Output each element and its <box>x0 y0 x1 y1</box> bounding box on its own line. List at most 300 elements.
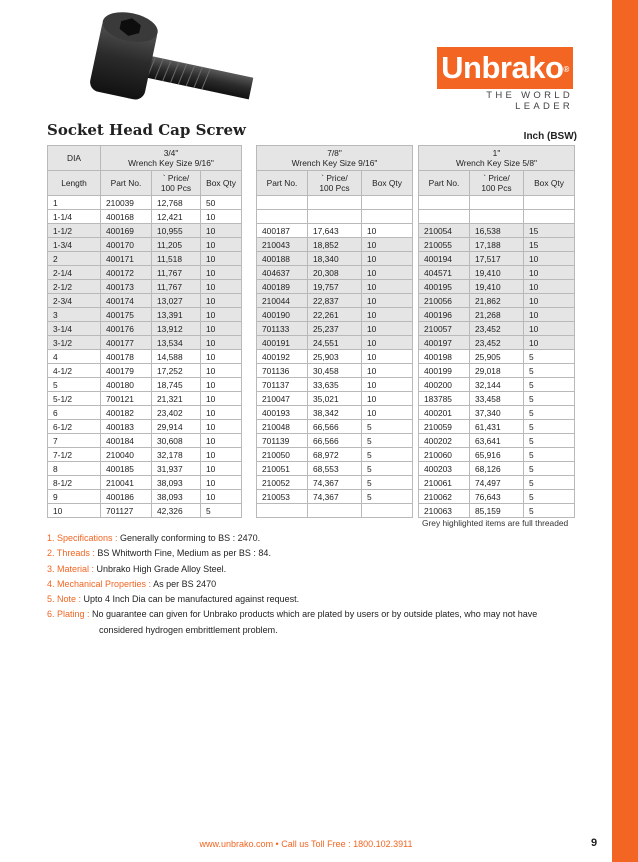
table-3-4-inch <box>47 145 242 518</box>
table-cell: 210051 <box>257 462 308 476</box>
box-qty-header: Box Qty <box>524 171 575 196</box>
table-cell: 10 <box>201 462 242 476</box>
table-cell: 50 <box>201 196 242 210</box>
table-cell: 701137 <box>257 378 308 392</box>
table-cell: 210053 <box>257 490 308 504</box>
table-cell <box>362 196 413 210</box>
table-cell: 6 <box>48 406 101 420</box>
table-cell: 13,534 <box>152 336 201 350</box>
table-row <box>48 448 242 462</box>
table-cell: 5 <box>362 462 413 476</box>
table-row <box>48 336 242 350</box>
table-row <box>48 308 242 322</box>
table-cell: 210044 <box>257 294 308 308</box>
table-cell: 2-1/2 <box>48 280 101 294</box>
table-cell: 1 <box>48 196 101 210</box>
table-cell: 15 <box>524 238 575 252</box>
table-cell: 10 <box>201 476 242 490</box>
table-cell: 400192 <box>257 350 308 364</box>
table-cell: 10 <box>362 252 413 266</box>
table-cell: 400203 <box>419 462 470 476</box>
table-cell: 400187 <box>257 224 308 238</box>
table-cell: 10 <box>201 434 242 448</box>
table-cell <box>308 504 362 518</box>
brand-tagline: THE WORLD LEADER <box>486 90 573 112</box>
table-cell: 400189 <box>257 280 308 294</box>
table-cell: 23,452 <box>470 322 524 336</box>
table-row <box>257 280 413 294</box>
table-row <box>48 266 242 280</box>
table-cell: 404637 <box>257 266 308 280</box>
table-row <box>257 210 413 224</box>
table-cell: 700121 <box>101 392 152 406</box>
table-cell: 10 <box>524 294 575 308</box>
table-cell: 5 <box>362 434 413 448</box>
table-cell: 29,914 <box>152 420 201 434</box>
table-cell: 38,093 <box>152 476 201 490</box>
table-cell: 10 <box>362 336 413 350</box>
table-cell: 400174 <box>101 294 152 308</box>
table-cell: 10 <box>201 350 242 364</box>
table-row <box>48 490 242 504</box>
table-cell: 33,635 <box>308 378 362 392</box>
table-cell: 11,518 <box>152 252 201 266</box>
table-row <box>419 308 575 322</box>
table-row <box>257 350 413 364</box>
table-cell: 15 <box>524 224 575 238</box>
table-cell: 1-1/2 <box>48 224 101 238</box>
table-row <box>419 504 575 518</box>
table-cell: 400175 <box>101 308 152 322</box>
table-cell: 10 <box>201 308 242 322</box>
box-qty-header: Box Qty <box>201 171 242 196</box>
table-cell: 5 <box>362 476 413 490</box>
table-cell <box>470 196 524 210</box>
table-row <box>257 266 413 280</box>
table-cell: 400184 <box>101 434 152 448</box>
table-cell: 10 <box>362 322 413 336</box>
page-number: 9 <box>591 837 598 849</box>
table-cell: 23,402 <box>152 406 201 420</box>
table-cell: 5-1/2 <box>48 392 101 406</box>
table-cell: 210040 <box>101 448 152 462</box>
price-header: ` Price/ 100 Pcs <box>308 171 362 196</box>
table-cell: 400195 <box>419 280 470 294</box>
part-no-header: Part No. <box>419 171 470 196</box>
table-row <box>48 406 242 420</box>
table-cell: 210059 <box>419 420 470 434</box>
table-cell: 400172 <box>101 266 152 280</box>
table-cell: 19,410 <box>470 280 524 294</box>
table-cell: 10 <box>201 322 242 336</box>
table-row <box>419 462 575 476</box>
table-cell: 210047 <box>257 392 308 406</box>
table-cell: 7-1/2 <box>48 448 101 462</box>
table-cell <box>257 196 308 210</box>
table-cell: 2 <box>48 252 101 266</box>
table-cell: 10 <box>362 280 413 294</box>
note-item: 3. Material : Unbrako High Grade Alloy Steel. <box>47 563 227 574</box>
part-no-header: Part No. <box>257 171 308 196</box>
table-cell: 10 <box>201 266 242 280</box>
table-cell: 210055 <box>419 238 470 252</box>
table-row <box>419 406 575 420</box>
table-cell: 38,342 <box>308 406 362 420</box>
table-cell: 16,538 <box>470 224 524 238</box>
table-cell: 42,326 <box>152 504 201 518</box>
table-cell: 22,261 <box>308 308 362 322</box>
table-row <box>419 490 575 504</box>
table-row <box>419 266 575 280</box>
table-cell: 400179 <box>101 364 152 378</box>
table-cell: 1-1/4 <box>48 210 101 224</box>
table-cell: 6-1/2 <box>48 420 101 434</box>
table-cell: 14,588 <box>152 350 201 364</box>
table-row <box>48 280 242 294</box>
table-cell: 210048 <box>257 420 308 434</box>
table-row <box>48 434 242 448</box>
table-row <box>419 364 575 378</box>
table-cell: 400182 <box>101 406 152 420</box>
table-cell: 10 <box>524 266 575 280</box>
table-cell: 10 <box>201 252 242 266</box>
table-cell: 400201 <box>419 406 470 420</box>
table-row <box>419 392 575 406</box>
table-cell: 10 <box>524 280 575 294</box>
table-row <box>419 238 575 252</box>
table-row <box>48 476 242 490</box>
table-cell: 9 <box>48 490 101 504</box>
table-cell: 5 <box>524 406 575 420</box>
table-cell: 10 <box>201 224 242 238</box>
table-row <box>257 504 413 518</box>
table-cell: 701139 <box>257 434 308 448</box>
table-cell: 701127 <box>101 504 152 518</box>
table-cell: 400178 <box>101 350 152 364</box>
table-cell: 210039 <box>101 196 152 210</box>
table-cell: 5 <box>524 364 575 378</box>
table-cell: 30,458 <box>308 364 362 378</box>
table-cell: 17,252 <box>152 364 201 378</box>
table-row <box>257 490 413 504</box>
table-cell: 4 <box>48 350 101 364</box>
table-row <box>48 504 242 518</box>
dia-header: DIA <box>48 146 101 171</box>
table-cell: 23,452 <box>470 336 524 350</box>
table-cell: 210056 <box>419 294 470 308</box>
table-cell: 1-3/4 <box>48 238 101 252</box>
table-cell: 3-1/2 <box>48 336 101 350</box>
table-cell: 10 <box>201 280 242 294</box>
price-header: ` Price/ 100 Pcs <box>152 171 201 196</box>
table-cell: 210062 <box>419 490 470 504</box>
table-cell: 10 <box>201 336 242 350</box>
table-cell: 210057 <box>419 322 470 336</box>
table-row <box>257 322 413 336</box>
table-cell: 400200 <box>419 378 470 392</box>
table-cell: 5 <box>524 476 575 490</box>
table-row <box>48 462 242 476</box>
table-cell: 11,767 <box>152 266 201 280</box>
table-cell: 210060 <box>419 448 470 462</box>
unit-label: Inch (BSW) <box>523 131 577 142</box>
page-title: Socket Head Cap Screw <box>47 121 246 139</box>
table-cell: 65,916 <box>470 448 524 462</box>
table-cell: 25,905 <box>470 350 524 364</box>
table-row <box>419 280 575 294</box>
footer-contact: www.unbrako.com • Call us Toll Free : 1800.102.3911 <box>199 839 413 849</box>
table-cell: 76,643 <box>470 490 524 504</box>
table-row <box>257 462 413 476</box>
table-cell: 400177 <box>101 336 152 350</box>
table-row <box>257 224 413 238</box>
table-cell: 10 <box>362 266 413 280</box>
table-cell: 11,767 <box>152 280 201 294</box>
table-cell: 21,268 <box>470 308 524 322</box>
table-cell: 10 <box>201 392 242 406</box>
table-cell <box>308 196 362 210</box>
table-cell: 7 <box>48 434 101 448</box>
table-cell: 10 <box>362 406 413 420</box>
table-cell: 2-3/4 <box>48 294 101 308</box>
table-row <box>257 238 413 252</box>
table-row <box>257 336 413 350</box>
table-cell: 5 <box>362 448 413 462</box>
table-cell: 13,027 <box>152 294 201 308</box>
table-cell: 63,641 <box>470 434 524 448</box>
table-cell: 66,566 <box>308 420 362 434</box>
table-cell: 5 <box>201 504 242 518</box>
table-cell: 400188 <box>257 252 308 266</box>
table-row <box>257 406 413 420</box>
table-cell: 10 <box>362 294 413 308</box>
table-cell: 37,340 <box>470 406 524 420</box>
table-cell: 24,551 <box>308 336 362 350</box>
table-cell: 210061 <box>419 476 470 490</box>
table-cell: 10 <box>524 336 575 350</box>
table-row <box>419 210 575 224</box>
table-cell: 5 <box>524 462 575 476</box>
table-cell: 21,321 <box>152 392 201 406</box>
table-cell: 35,021 <box>308 392 362 406</box>
table-row <box>419 476 575 490</box>
table-cell: 10,955 <box>152 224 201 238</box>
table-cell: 66,566 <box>308 434 362 448</box>
table-cell: 33,458 <box>470 392 524 406</box>
table-row <box>419 224 575 238</box>
table-cell: 68,553 <box>308 462 362 476</box>
table-cell: 5 <box>524 448 575 462</box>
table-cell <box>524 210 575 224</box>
table-cell: 74,497 <box>470 476 524 490</box>
note-item: 1. Specifications : Generally conforming to BS : 2470. <box>47 533 261 543</box>
unbrako-logo: Unbrako® <box>437 47 573 89</box>
table-cell: 10 <box>201 294 242 308</box>
table-7-8-inch <box>256 145 413 518</box>
table-cell: 3-1/4 <box>48 322 101 336</box>
table-cell: 10 <box>201 364 242 378</box>
table-cell: 3 <box>48 308 101 322</box>
table-cell: 400198 <box>419 350 470 364</box>
table-cell: 29,018 <box>470 364 524 378</box>
table-cell: 19,757 <box>308 280 362 294</box>
table-cell: 17,188 <box>470 238 524 252</box>
table-cell: 61,431 <box>470 420 524 434</box>
table-cell: 404571 <box>419 266 470 280</box>
table-cell: 18,852 <box>308 238 362 252</box>
table-cell: 74,367 <box>308 490 362 504</box>
table-cell: 30,608 <box>152 434 201 448</box>
group-header: 1" Wrench Key Size 5/8" <box>419 146 575 171</box>
table-row <box>419 350 575 364</box>
table-cell: 8-1/2 <box>48 476 101 490</box>
table-cell: 21,862 <box>470 294 524 308</box>
table-row <box>257 420 413 434</box>
table-row <box>257 252 413 266</box>
table-row <box>48 196 242 210</box>
table-row <box>257 308 413 322</box>
table-cell: 10 <box>201 238 242 252</box>
table-cell: 5 <box>524 434 575 448</box>
table-cell: 85,159 <box>470 504 524 518</box>
table-cell <box>470 210 524 224</box>
table-cell: 10 <box>362 350 413 364</box>
note-item: 6. Plating : No guarantee can given for Unbrako products which are plated by users or by outside plates, who may not have <box>47 609 538 620</box>
table-cell: 400169 <box>101 224 152 238</box>
table-row <box>48 350 242 364</box>
table-row <box>48 238 242 252</box>
table-cell: 10 <box>362 308 413 322</box>
table-cell: 10 <box>201 406 242 420</box>
grey-highlight-note: Grey highlighted items are full threaded <box>422 518 569 528</box>
table-row <box>48 252 242 266</box>
table-row <box>419 434 575 448</box>
group-header: 7/8" Wrench Key Size 9/16" <box>257 146 413 171</box>
table-row <box>419 420 575 434</box>
table-cell: 5 <box>524 392 575 406</box>
table-cell: 400193 <box>257 406 308 420</box>
table-row <box>419 336 575 350</box>
table-cell: 18,340 <box>308 252 362 266</box>
table-row <box>48 210 242 224</box>
table-cell: 10 <box>362 238 413 252</box>
table-cell: 701136 <box>257 364 308 378</box>
table-cell: 210063 <box>419 504 470 518</box>
table-cell: 22,837 <box>308 294 362 308</box>
table-cell: 10 <box>201 378 242 392</box>
table-cell <box>257 210 308 224</box>
table-cell: 5 <box>524 378 575 392</box>
table-cell: 31,937 <box>152 462 201 476</box>
table-1-inch <box>418 145 575 518</box>
table-row <box>48 322 242 336</box>
table-cell: 25,903 <box>308 350 362 364</box>
table-cell <box>419 210 470 224</box>
table-cell: 5 <box>524 420 575 434</box>
table-cell: 20,308 <box>308 266 362 280</box>
part-no-header: Part No. <box>101 171 152 196</box>
table-cell: 400199 <box>419 364 470 378</box>
table-cell: 5 <box>524 504 575 518</box>
table-row <box>257 378 413 392</box>
table-cell: 19,410 <box>470 266 524 280</box>
table-cell: 5 <box>48 378 101 392</box>
table-cell: 38,093 <box>152 490 201 504</box>
table-row <box>257 434 413 448</box>
note-item: 4. Mechanical Properties : As per BS 2470 <box>47 578 217 589</box>
group-header: 3/4" Wrench Key Size 9/16" <box>101 146 242 171</box>
table-cell: 12,421 <box>152 210 201 224</box>
table-cell: 32,144 <box>470 378 524 392</box>
table-row <box>419 378 575 392</box>
table-cell: 10 <box>524 322 575 336</box>
table-cell: 17,643 <box>308 224 362 238</box>
table-cell: 17,517 <box>470 252 524 266</box>
table-cell <box>524 196 575 210</box>
table-cell: 400197 <box>419 336 470 350</box>
table-cell: 25,237 <box>308 322 362 336</box>
table-cell: 13,391 <box>152 308 201 322</box>
table-row <box>419 196 575 210</box>
table-cell: 5 <box>524 350 575 364</box>
table-row <box>257 392 413 406</box>
table-cell <box>362 210 413 224</box>
table-cell: 183785 <box>419 392 470 406</box>
table-row <box>419 448 575 462</box>
note-item: 5. Note : Upto 4 Inch Dia can be manufactured against request. <box>47 594 300 605</box>
page-edge-stripe <box>612 0 638 862</box>
table-cell: 68,972 <box>308 448 362 462</box>
table-cell: 10 <box>48 504 101 518</box>
table-row <box>48 364 242 378</box>
table-cell: 210043 <box>257 238 308 252</box>
table-row <box>48 420 242 434</box>
price-header: ` Price/ 100 Pcs <box>470 171 524 196</box>
table-cell <box>362 504 413 518</box>
table-cell: 400194 <box>419 252 470 266</box>
table-row <box>48 224 242 238</box>
table-cell: 10 <box>201 448 242 462</box>
table-cell <box>257 504 308 518</box>
table-row <box>257 364 413 378</box>
table-cell: 400186 <box>101 490 152 504</box>
table-cell: 701133 <box>257 322 308 336</box>
table-row <box>257 448 413 462</box>
table-cell: 74,367 <box>308 476 362 490</box>
table-cell <box>419 196 470 210</box>
table-cell: 8 <box>48 462 101 476</box>
table-cell: 400171 <box>101 252 152 266</box>
table-cell: 400191 <box>257 336 308 350</box>
table-row <box>419 322 575 336</box>
note-item: 2. Threads : BS Whitworth Fine, Medium as per BS : 84. <box>47 548 271 559</box>
table-row <box>257 294 413 308</box>
table-cell: 10 <box>362 392 413 406</box>
table-cell: 400196 <box>419 308 470 322</box>
table-row <box>419 294 575 308</box>
table-cell: 400183 <box>101 420 152 434</box>
table-cell: 210050 <box>257 448 308 462</box>
table-cell: 10 <box>201 210 242 224</box>
table-row <box>257 196 413 210</box>
table-row <box>48 294 242 308</box>
table-cell: 10 <box>362 224 413 238</box>
table-row <box>48 378 242 392</box>
table-cell: 400176 <box>101 322 152 336</box>
table-cell: 5 <box>362 490 413 504</box>
length-header: Length <box>48 171 101 196</box>
table-cell: 12,768 <box>152 196 201 210</box>
